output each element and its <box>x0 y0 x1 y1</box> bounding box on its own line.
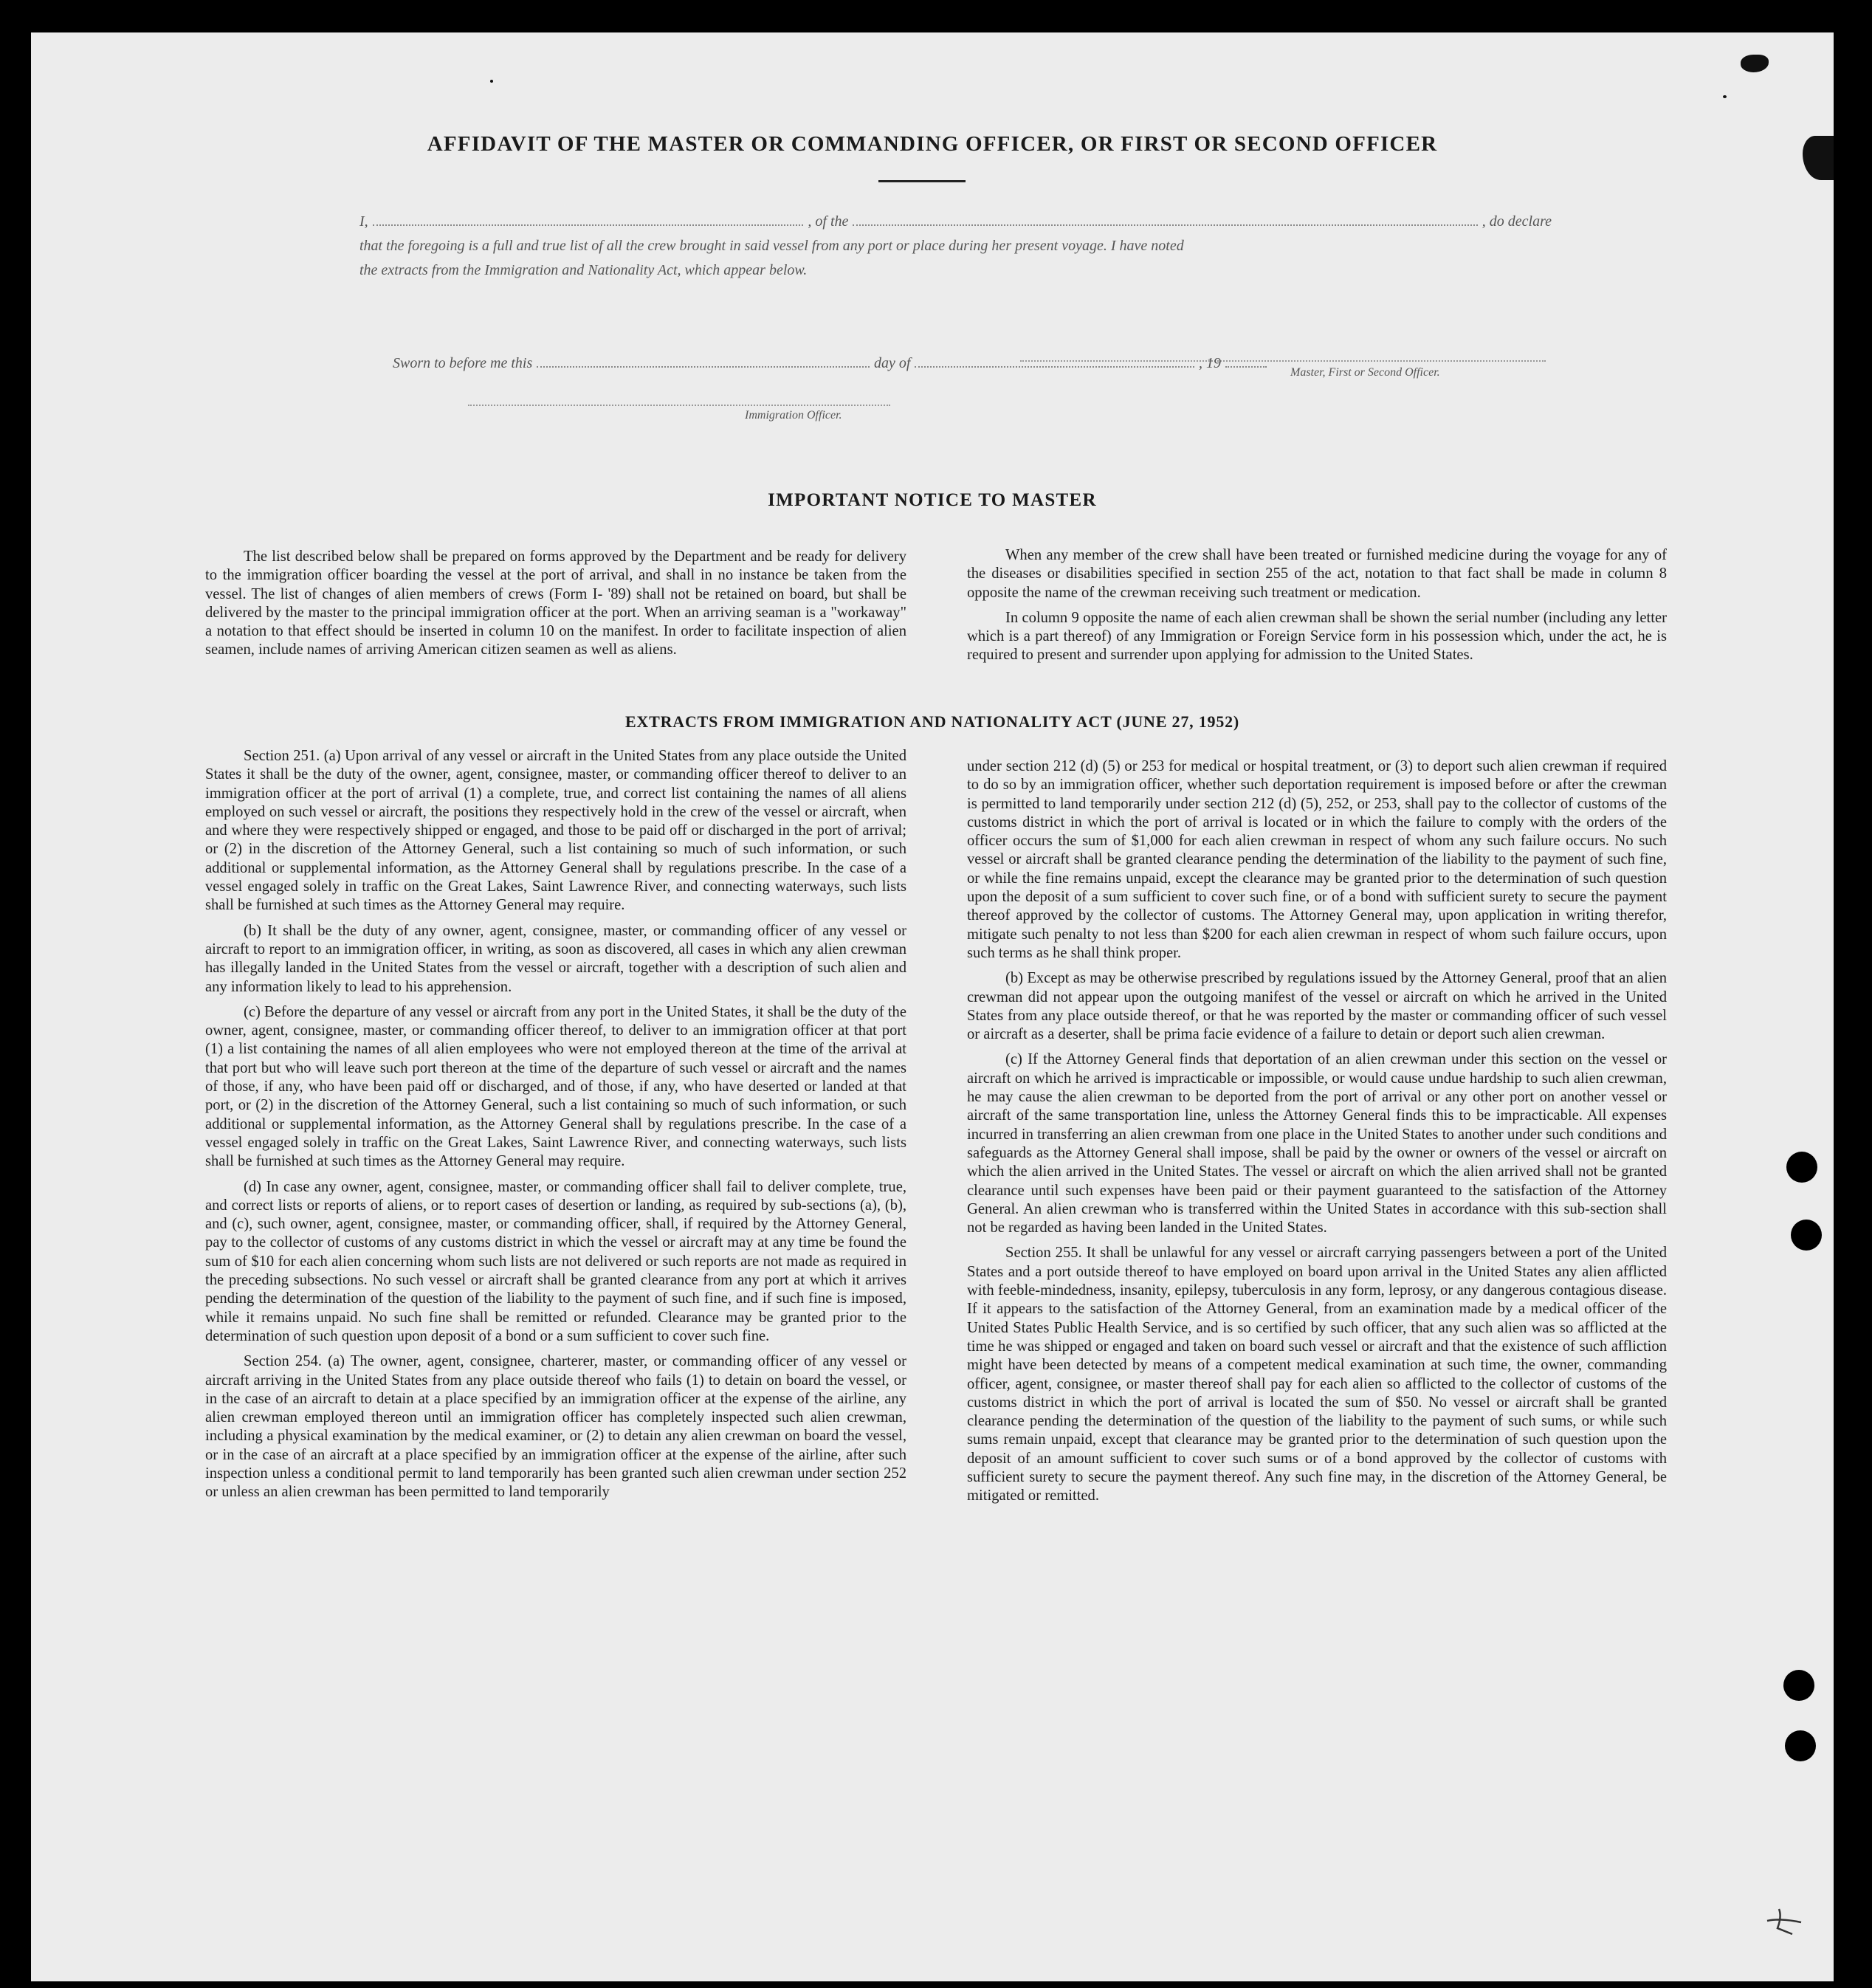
name-blank[interactable] <box>373 211 804 226</box>
extracts-right-column <box>967 757 1667 1506</box>
i-label: I, <box>359 213 368 230</box>
sworn-label: Sworn to before me this <box>393 355 533 371</box>
punch-hole <box>1785 1730 1816 1761</box>
section-251-b: (b) It shall be the duty of any owner, agent, consignee, master, or commanding officer of any vessel or aircraft to report to an immigration officer, in writing, as soon as discovered, all cases in which any alien crewman has illegally landed in the United States from the vessel or aircraft, together with a description of such alien and any information likely to lead to his apprehension. <box>205 922 906 995</box>
punch-hole <box>1786 1152 1817 1183</box>
affidavit-title: AFFIDAVIT OF THE MASTER OR COMMANDING OFFICER, OR FIRST OR SECOND OFFICER <box>427 132 1438 156</box>
section-251-d: (d) In case any owner, agent, consignee, master, or commanding officer shall fail to deliver complete, true, and correct lists or reports of aliens, or to report cases of desertion or landing, as required by sub-sections (a), (b), and (c), such owner, agent, consignee, master, or commanding officer, shall, if required by the Attorney General, pay to the collector of customs of any customs district in which the vessel or aircraft may at any time be found the sum of $10 for each alien concerning whom such lists are not delivered or such reports are not made as required in the preceding subsections. No such vessel or aircraft shall be granted clearance from any port at which it arrives pending the determination of the question of the liability to the payment of such fine, and if such fine is imposed, while it remains unpaid. No such fine shall be remitted or refunded. Clearance may be granted prior to the determination of such question upon deposit of a bond or a sum sufficient to cover such fine. <box>205 1178 906 1344</box>
document-page <box>31 32 1834 1981</box>
section-251-a: Section 251. (a) Upon arrival of any vessel or aircraft in the United States from any place outside the United States it shall be the duty of the owner, agent, consignee, master, or commanding officer thereof to deliver to an immigration officer at the port of arrival (1) a complete, true, and correct list containing the names of all aliens employed on such vessel or aircraft, the positions they respectively hold in the crew of the vessel or aircraft, when and where they were respectively shipped or engaged, and those to be paid off or discharged in the port of arrival; or (2) in the discretion of the Attorney General, such a list containing so much of such information, or such additional or supplemental information, as the Attorney General shall by regulations prescribe. In the case of a vessel engaged solely in traffic on the Great Lakes, Saint Lawrence River, and connecting waterways, such lists shall be furnished at such times as the Attorney General may require. <box>205 748 906 914</box>
year-label: , 19 <box>1199 355 1221 371</box>
immigration-officer-signature-line[interactable] <box>468 405 890 406</box>
declaration-text-line2: the extracts from the Immigration and Nationality Act, which appear below. <box>359 262 808 278</box>
section-254-b: (b) Except as may be otherwise prescribed by regulations issued by the Attorney General, proof that an alien crewman did not appear upon the outgoing manifest of the vessel or aircraft on which he arrived in the United States from any place outside thereof, or that he was reported by the master or commanding officer of such vessel or aircraft as a deserter, shall be prima facie evidence of a failure to detain or deport such alien crewman. <box>967 970 1667 1043</box>
notice-heading: IMPORTANT NOTICE TO MASTER <box>768 490 1097 510</box>
year-blank[interactable] <box>1225 353 1267 368</box>
notice-left-column <box>205 548 906 660</box>
section-251-c: (c) Before the departure of any vessel or aircraft from any port in the United States, it shall be the duty of the owner, agent, consignee, master, or commanding officer thereof, to deliver to an immigration officer at that port (1) a list containing the names of all alien employees who were not employed thereon at the time of the arrival at that port but who will leave such port thereon at the time of the departure of such vessel or aircraft and the names of those, if any, who have been paid off or discharged, and of those, if any, who have deserted or landed at that port, or (2) in the discretion of the Attorney General, such a list containing so much of such information, or such additional or supplemental information, as the Attorney General shall by regulations prescribe. In the case of a vessel engaged solely in traffic on the Great Lakes, Saint Lawrence River, and connecting waterways, such lists shall be furnished at such times as the Attorney General may require. <box>205 1003 906 1170</box>
section-254-a-continued: under section 212 (d) (5) or 253 for medical or hospital treatment, or (3) to deport such alien crewman if required to do so by an immigration officer, whether such deportation requirement is imposed before or after the crewman is permitted to land temporarily under section 212 (d) (5), 252, or 253, shall pay to the collector of customs of the customs district in which the port of arrival is located or in which the failure to comply with the orders of the officer occurs the sum of $1,000 for each alien crewman in respect of whom any such failure occurs. No such vessel or aircraft shall be granted clearance pending the determination of the liability to the payment of such fine, or while the fine remains unpaid, except the clearance may be granted prior to the determination of such question upon the deposit of a sum sufficient to cover such fine, or of a bond with sufficient surety to secure the payment thereof approved by the collector of customs. The Attorney General may, upon application in writing therefor, mitigate such penalty to not less than $200 for each alien crewman in respect of whom such failure occurs, upon such terms as he shall think proper. <box>967 758 1667 961</box>
scan-speck <box>1723 95 1727 98</box>
punch-hole <box>1791 1220 1822 1251</box>
punch-hole <box>1783 1670 1814 1701</box>
section-255: Section 255. It shall be unlawful for any vessel or aircraft carrying passengers between a port of the United States and a port outside thereof to have employed on board upon arrival in the United States any alien afflicted with feeble-mindedness, insanity, epilepsy, tuberculosis in any form, leprosy, or any dangerous contagious disease. If it appears to the satisfaction of the Attorney General, from an examination made by a medical officer of the United States Public Health Service, and is so certified by such officer, that any such alien was so afflicted at the time he was shipped or engaged and taken on board such vessel or aircraft and that the existence of such affliction might have been detected by means of a competent medical examination at such time, the owner, commanding officer, agent, consignee, or master thereof shall pay for each alien so afflicted to the collector of customs of the customs district in which the port of arrival is located the sum of $50. No vessel or aircraft shall be granted clearance pending the determination of the question of the liability to the payment of such sums, or while such sums remain unpaid, except that clearance may be granted prior to the determination of such question upon the deposit of an amount sufficient to cover such sums or of a bond approved by the collector of customs with sufficient surety to secure the payment thereof. Any such fine may, in the discretion of the Attorney General, be mitigated or remitted. <box>967 1245 1667 1504</box>
master-signature-label: Master, First or Second Officer. <box>1290 366 1440 379</box>
pencil-check-mark <box>1763 1896 1810 1940</box>
extracts-left-column <box>205 747 906 1502</box>
notice-paragraph: When any member of the crew shall have been treated or furnished medicine during the voyage for any of the diseases or disabilities specified in section 255 of the act, notation to that fact shall be made in column 8 opposite the name of the crewman receiving such treatment or medication. <box>967 547 1667 601</box>
sworn-date-blank[interactable] <box>537 353 870 368</box>
title-divider <box>878 180 966 182</box>
section-254-a: Section 254. (a) The owner, agent, consignee, charterer, master, or commanding officer of any vessel or aircraft arriving in the United States from any place outside thereof who fails (1) to detain on board the vessel, or in the case of an aircraft to detain at a place specified by an immigration officer at the expense of the airline, any alien crewman employed thereon until an immigration officer has completely inspected such alien crewman, including a physical examination by the medical examiner, or (2) to detain any alien crewman on board the vessel, or in the case of an aircraft at a place specified by an immigration officer at the expense of the airline, after such inspection unless a conditional permit to land temporarily has been granted such alien crewman under section 252 or unless an alien crewman has been permitted to land temporarily <box>205 1353 906 1501</box>
notice-right-column <box>967 546 1667 665</box>
immigration-officer-label: Immigration Officer. <box>745 409 842 422</box>
month-blank[interactable] <box>915 353 1194 368</box>
declaration-fill-row <box>359 210 1552 234</box>
declaration-block <box>359 210 1552 283</box>
section-254-c: (c) If the Attorney General finds that deportation of an alien crewman under this section on the vessel or aircraft on which he arrived is impracticable or impossible, or would cause undue hardship to such alien crewman, he may cause the alien crewman to be deported from the port of arrival or any other port on another vessel or aircraft of the same transportation line, unless the Attorney General finds this to be impracticable. All expenses incurred in transferring an alien crewman from one place in the United States to another under such conditions and safeguards as the Attorney General shall impose, shall be paid by the owner or owners of the vessel or aircraft on which the alien arrived in the United States. The vessel or aircraft on which the alien arrived shall not be granted clearance until such expenses have been paid or their payment guaranteed to the satisfaction of the Attorney General. An alien crewman who is transferred within the United States in accordance with this sub-section shall not be regarded as having been landed in the United States. <box>967 1051 1667 1237</box>
of-the-label: , of the <box>808 213 849 230</box>
sworn-row <box>393 353 1271 372</box>
extracts-heading: EXTRACTS FROM IMMIGRATION AND NATIONALITY ACT (JUNE 27, 1952) <box>624 712 1240 731</box>
vessel-blank[interactable] <box>853 211 1477 226</box>
scan-blot-top-right <box>1741 55 1769 72</box>
declaration-text-line1: that the foregoing is a full and true list of all the crew brought in said vessel from any port or place during her present voyage. I have noted <box>359 238 1184 254</box>
scan-speck <box>490 80 493 83</box>
do-declare-label: , do declare <box>1482 213 1552 230</box>
notice-paragraph: The list described below shall be prepared on forms approved by the Department and be ready for delivery to the immigration officer boarding the vessel at the port of arrival, and shall in no instance be taken from the vessel. The list of changes of alien members of crews (Form I- '89) shall not be retained on board, but shall be delivered by the master to the principal immigration officer at the port. When an arriving seaman is a "workaway" a notation to that effect should be inserted in column 10 on the manifest. In order to facilitate inspection of alien seamen, include names of arriving American citizen seamen as well as aliens. <box>205 548 906 658</box>
day-of-label: day of <box>873 355 911 371</box>
notice-paragraph: In column 9 opposite the name of each alien crewman shall be shown the serial number (including any letter which is a part thereof) of any Immigration or Foreign Service form in his possession which, under the act, he is required to present and surrender upon applying for admission to the United States. <box>967 609 1667 664</box>
